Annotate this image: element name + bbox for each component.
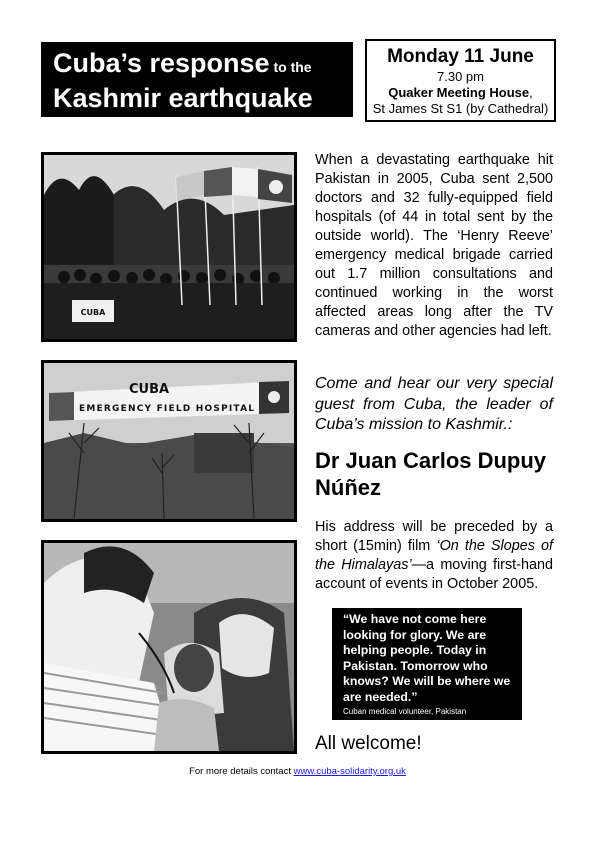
event-venue-line — [367, 85, 554, 101]
footer — [0, 766, 595, 777]
event-venue-suffix: , — [529, 85, 533, 100]
quote-box — [332, 608, 522, 720]
headline-main-text: Cuba’s response — [53, 48, 270, 78]
photo-sign-illustration — [44, 363, 294, 519]
film-title: ‘On the Slopes of the Himalayas’ — [315, 538, 553, 573]
speaker-name: Dr Juan Carlos Dupuy Núñez — [315, 448, 547, 500]
intro-paragraph: When a devastating earthquake hit Pakistan in 2005, Cuba sent 2,500 doctors and 32 fully-equipped field hospitals (of 44 in total sent by the outside world). The ‘Henry Reeve’ emergency medical brigade carried out 1.7 million consultations and continued working in the worst affected areas long after the TV cameras and other agencies had left. — [315, 152, 553, 339]
headline-box — [41, 42, 353, 117]
event-date: Monday 11 June — [387, 46, 534, 67]
invitation-paragraph: Come and hear our very special guest from Cuba, the leader of Cuba’s mission to Kashmir.: — [315, 375, 553, 433]
event-time: 7.30 pm — [437, 69, 484, 84]
event-address: St James St S1 (by Cathedral) — [372, 101, 549, 116]
photo-sign-text-2: EMERGENCY FIELD HOSPITAL — [79, 404, 254, 414]
event-details-box — [365, 39, 556, 122]
film-text-before: His address will be preceded by a short (15min) film — [315, 519, 553, 554]
photo-sign-text-1: CUBA — [129, 382, 170, 397]
quote-text: “We have not come here looking for glory. We are helping people. Today in Pakistan. Tomorrow who knows? We will be where we are needed.” — [343, 612, 511, 704]
photo-banner-text: CUBA — [80, 308, 106, 317]
event-venue: Quaker Meeting House — [388, 85, 530, 100]
footer-website-link[interactable]: www.cuba-solidarity.org.uk — [293, 766, 406, 777]
quote-source: Cuban medical volunteer, Pakistan — [343, 707, 467, 716]
headline-line-2: Kashmir earthquake — [53, 83, 313, 113]
film-paragraph — [315, 518, 553, 594]
film-text-after: —a moving first-hand account of events in October 2005. — [315, 557, 553, 592]
photo-crowd-illustration — [44, 155, 294, 339]
photo-field-hospital-sign — [41, 360, 297, 522]
photo-crowd-with-flags — [41, 152, 297, 342]
footer-label: For more details contact — [189, 766, 294, 777]
headline-small-text: to the — [269, 59, 312, 75]
headline-line-1 — [53, 48, 343, 83]
photo-medical-examination — [41, 540, 297, 754]
photo-doctor-illustration — [44, 543, 294, 751]
welcome-text: All welcome! — [315, 733, 422, 754]
